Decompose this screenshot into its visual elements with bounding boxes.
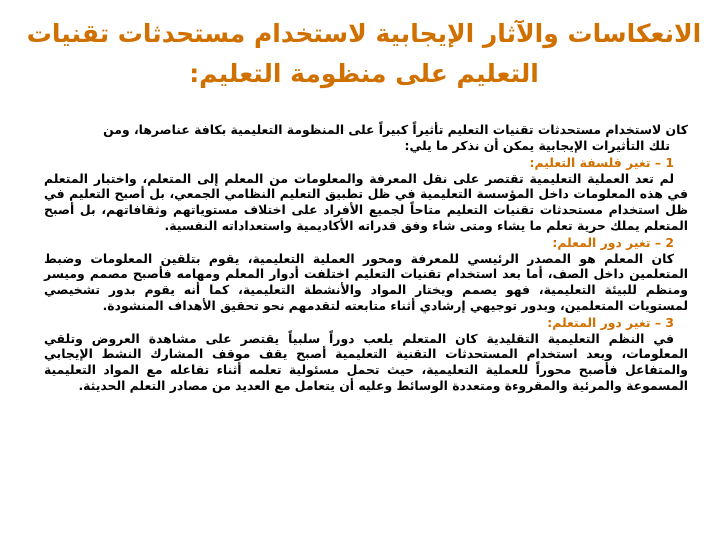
- section-heading-learner-role: [44, 315, 688, 331]
- slide-title: [0, 0, 728, 94]
- section-paragraph-text: كان المعلم هو المصدر الرئيسي للمعرفة ومحور العملية التعليمية، يقوم بتلقين المعلومات وضبط المتعلمين داخل الصف، أما بعد استخدام تقنيات التعليم اختلفت أدوار المعلم ومهامه فأصبح مصمم وميسر ومنظم للبيئة التعليمية، فهو يصمم ويختار المواد والأنشطة التعليمية، كما أنه يقوم بدور تشخيصي لمستويات المتعلمين، وبدور توجيهي إرشادي أثناء متابعته لتقدمهم نحو تحقيق الأهداف المنشودة.: [44, 250, 688, 313]
- section-paragraph-learner-role: [44, 331, 688, 393]
- intro-paragraph: [44, 122, 688, 153]
- section-paragraph-text: في النظم التعليمية التقليدية كان المتعلم يلعب دوراً سلبياً يقتصر على مشاهدة العروض وتلقي المعلومات، وبعد استخدام المستحدثات التقنية التعليمية أصبح يقف موقف المشارك النشط الإيجابي والمتفاعل فأصبح محوراً للعملية التعليمية، حيث تحمل مسئولية تعلمه أثناء تفاعله مع المواد التعليمية المسموعة والمرئية والمقروءة ومتعددة الوسائط وعليه أن يتعامل مع العديد من مصادر التعلم الحديثة.: [44, 330, 688, 393]
- section-heading-text: تغير دور المتعلم:: [547, 315, 651, 331]
- section-heading-teacher-role: [44, 235, 688, 251]
- section-heading-philosophy: [44, 155, 688, 171]
- section-paragraph-text: لم تعد العملية التعليمية تقتصر على نقل المعرفة والمعلومات من المعلم إلى المتعلم، واختبار المتعلم في هذه المعلومات داخل المؤسسة التعليمية في ظل تطبيق التعليم النظامي الجمعي، بل أصبح التعليم في ظل استخدام مستحدثات تقنيات التعليم متاحاً لجميع الأفراد على اختلاف مستوياتهم وثقافاتهم، بل أصبح المتعلم يملك حرية تعلم ما يشاء ومتى شاء وفق قدراته الأكاديمية واستعداداته النفسية.: [44, 170, 688, 233]
- intro-line-1: كان لاستخدام مستحدثات تقنيات التعليم تأثيراً كبيراً على المنظومة التعليمية بكافة عناصرها، ومن: [103, 122, 688, 137]
- slide-body: [44, 122, 688, 393]
- section-heading-text: تغير دور المعلم:: [552, 235, 651, 251]
- slide-title-line-2: التعليم على منظومة التعليم:: [189, 59, 539, 88]
- section-number: 3 –: [654, 315, 674, 331]
- section-paragraph-teacher-role: [44, 251, 688, 313]
- slide-title-line-1: الانعكاسات والآثار الإيجابية لاستخدام مستحدثات تقنيات: [26, 19, 702, 48]
- section-number: 1 –: [654, 155, 674, 171]
- intro-line-2: تلك التأثيرات الإيجابية يمكن أن نذكر ما يلي:: [404, 137, 670, 153]
- section-number: 2 –: [654, 235, 674, 251]
- section-paragraph-philosophy: [44, 171, 688, 233]
- section-heading-text: تغير فلسفة التعليم:: [529, 155, 651, 171]
